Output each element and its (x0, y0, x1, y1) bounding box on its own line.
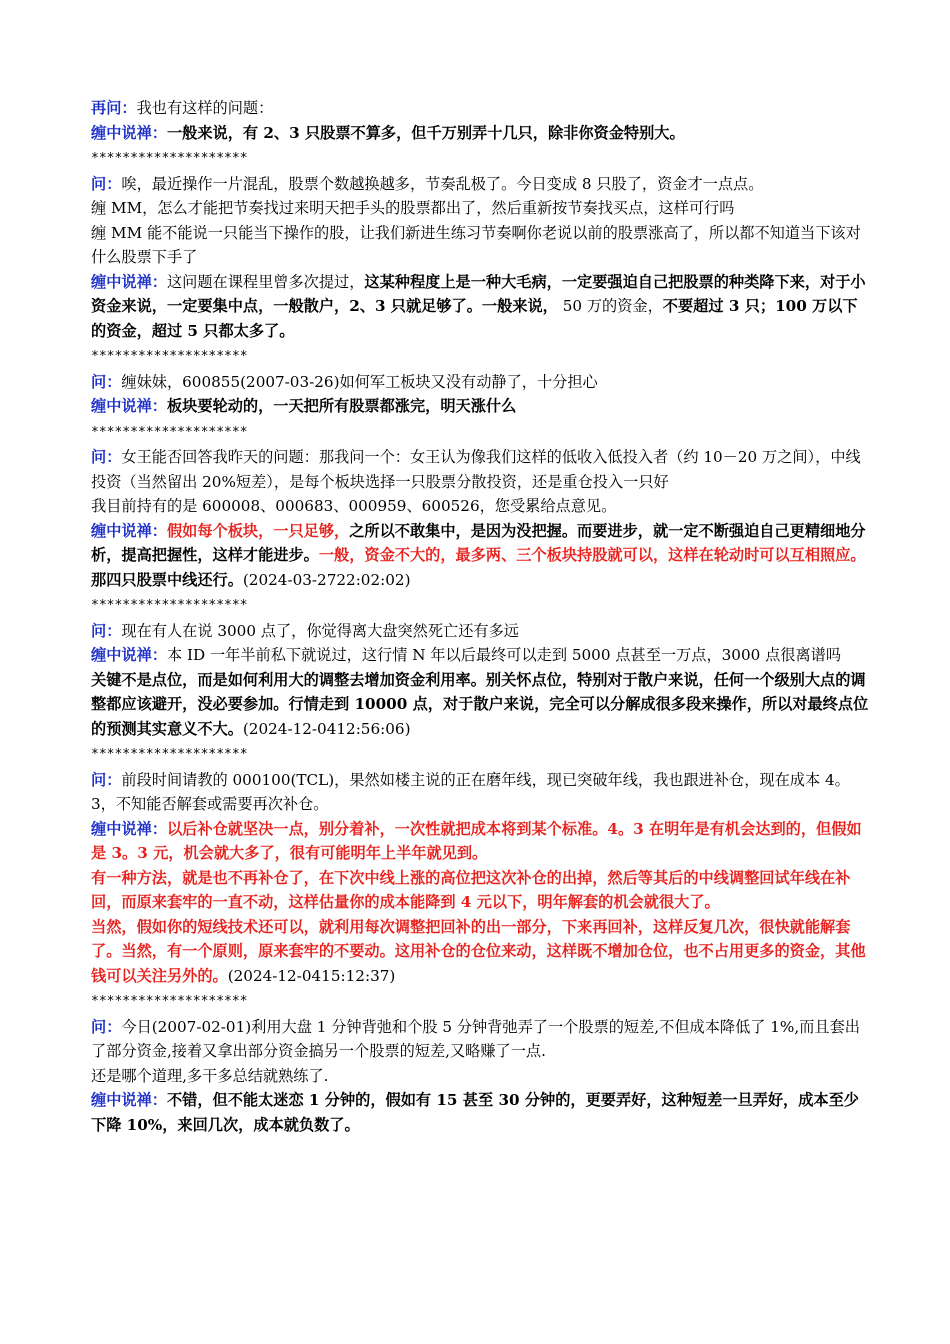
text-run: 我目前持有的是 600008、000683、000959、600526，您受累给点意见。 (91, 497, 617, 515)
text-paragraph (91, 494, 871, 519)
text-run: 今日(2007-02-01)利用大盘 1 分钟背弛和个股 5 分钟背弛弄了一个股票的短差,不但成本降低了 1%,而且套出了部分资金,接着又拿出部分资金搞另一个股票的短差,又略赚了一点. (91, 1017, 860, 1060)
speaker-label: 缠中说禅： (91, 397, 167, 415)
separator-line (91, 145, 871, 172)
text-run: 本 ID 一年半前私下就说过，这行情 N 年以后最终可以走到 5000 点甚至一万点，3000 点很离谱吗 (166, 646, 842, 664)
speaker-label: 缠中说禅： (91, 123, 167, 142)
text-paragraph (91, 1015, 871, 1064)
highlighted-text: 一般，资金不大的，最多两、三个板块持股就可以，这样在轮动时可以互相照应。 (318, 546, 866, 564)
text-paragraph (91, 221, 871, 270)
text-paragraph (91, 121, 871, 146)
speaker-label: 问： (91, 1017, 122, 1036)
speaker-label: 缠中说禅： (91, 1091, 167, 1109)
text-run: 女王能否回答我昨天的问题：那我问一个：女王认为像我们这样的低收入低投入者（约 10－20 万之间），中线投资（当然留出 20%短差），是每个板块选择一只股票分散投资，还是重仓投入一只好 (91, 448, 861, 491)
text-run: 前段时间请教的 000100(TCL)，果然如楼主说的正在磨年线，现已突破年线，我也跟进补仓，现在成本 4。3，不知能否解套或需要再次补仓。 (91, 770, 850, 813)
speaker-label: 问： (91, 621, 122, 640)
separator-stars: ******************** (91, 424, 248, 440)
separator-line (91, 592, 871, 619)
separator-line (91, 343, 871, 370)
bold-text: 这某种程度上是一种大毛病，一定要强迫自己把股票的种类降下来，对于小资金来说，一定要集中点，一般散户，2、3 只就足够了。一般来说， (91, 272, 866, 315)
separator-stars: ******************** (91, 151, 248, 166)
separator-line (91, 988, 871, 1015)
speaker-label: 缠中说禅： (91, 646, 167, 664)
text-run: (2024-12-0412:56:06) (242, 719, 411, 738)
text-run: (2024-03-2722:02:02) (242, 570, 411, 589)
text-paragraph (91, 915, 871, 989)
text-paragraph (91, 568, 871, 593)
speaker-label: 问： (91, 372, 122, 391)
separator-stars: ******************** (91, 994, 248, 1009)
bold-text: 板块要轮动的，一天把所有股票都涨完，明天涨什么 (166, 397, 517, 415)
bold-text: 不错，但不能太迷恋 1 分钟的，假如有 15 甚至 30 分钟的，更要弄好，这种短差一旦弄好，成本至少下降 10%，来回几次，成本就负数了。 (91, 1091, 859, 1134)
separator-line (91, 741, 871, 768)
speaker-label: 问： (91, 448, 122, 466)
bold-text: 不要超过 3 只；100 万以下的资金，超过 5 只都太多了。 (91, 297, 858, 340)
bold-text: 关键不是点位，而是如何利用大的调整去增加资金利用率。别关怀点位，特别对于散户来说，任何一个级别大点的调整都应该避开，没必要参加。行情走到 10000 点，对于散户来说，完全可以分解成很多段来操作，所以对最终点位的预测其实意义不大。 (91, 670, 869, 738)
text-run: 唉，最近操作一片混乱，股票个数越换越多，节奏乱极了。今日变成 8 只股了，资金才一点点。 (121, 174, 764, 193)
speaker-label: 缠中说禅： (91, 521, 167, 540)
text-paragraph (91, 96, 871, 121)
text-paragraph (91, 394, 871, 419)
text-paragraph (91, 196, 871, 221)
text-paragraph (91, 370, 871, 395)
text-paragraph (91, 1088, 871, 1137)
separator-stars: ******************** (91, 598, 248, 613)
text-paragraph (91, 668, 871, 742)
separator-stars: ******************** (91, 747, 248, 762)
bold-text: 之所以不敢集中，是因为没把握。而要进步，就一定不断强迫自己更精细地分析，提高把握性，这样才能进步。 (91, 521, 866, 564)
speaker-label: 再问： (91, 99, 137, 117)
text-paragraph (91, 445, 871, 494)
text-run: (2024-12-0415:12:37) (227, 966, 396, 985)
text-run: 还是哪个道理,多干多总结就熟练了. (91, 1066, 329, 1085)
highlighted-text: 有一种方法，就是也不再补仓了，在下次中线上涨的高位把这次补仓的出掉，然后等其后的中线调整回试年线在补回，而原来套牢的一直不动，这样估量你的成本能降到 4 元以下，明年解套的机会就很大了。 (91, 868, 851, 911)
speaker-label: 缠中说禅： (91, 272, 167, 291)
document-body (91, 96, 871, 1137)
text-run: 这问题在课程里曾多次提过， (166, 272, 365, 291)
text-run: 缠 MM 能不能说一只能当下操作的股，让我们新进生练习节奏啊你老说以前的股票涨高了，所以都不知道当下该对什么股票下手了 (91, 223, 861, 266)
text-paragraph (91, 817, 871, 866)
separator-line (91, 419, 871, 446)
text-run: 缠 MM，怎么才能把节奏找过来明天把手头的股票都出了，然后重新按节奏找买点，这样可行吗 (91, 199, 735, 217)
text-run: 现在有人在说 3000 点了，你觉得离大盘突然死亡还有多远 (121, 621, 519, 640)
bold-text: 那四只股票中线还行。 (91, 570, 243, 589)
highlighted-text: 以后补仓就坚决一点，别分着补，一次性就把成本将到某个标准。4。3 在明年是有机会达到的，但假如是 3。3 元，机会就大多了，很有可能明年上半年就见到。 (91, 819, 862, 862)
highlighted-text: 假如每个板块，一只足够， (166, 521, 350, 540)
separator-stars: ******************** (91, 349, 248, 364)
text-paragraph (91, 172, 871, 197)
bold-text: 一般来说，有 2、3 只股票不算多，但千万别弄十几只，除非你资金特别大。 (166, 123, 685, 142)
speaker-label: 问： (91, 770, 122, 789)
highlighted-text: 当然，假如你的短线技术还可以，就利用每次调整把回补的出一部分，下来再回补，这样反复几次，很快就能解套了。当然，有一个原则，原来套牢的不要动。这用补仓的仓位来动，这样既不增加仓位，也不占用更多的资金，其他钱可以关注另外的。 (91, 917, 866, 985)
text-paragraph (91, 619, 871, 644)
text-paragraph (91, 768, 871, 817)
speaker-label: 问： (91, 174, 122, 193)
text-paragraph (91, 866, 871, 915)
text-run: 50 万的资金， (557, 297, 663, 315)
text-paragraph (91, 1064, 871, 1089)
speaker-label: 缠中说禅： (91, 819, 167, 838)
text-run: 缠妹妹，600855(2007-03-26)如何军工板块又没有动静了，十分担心 (121, 372, 598, 391)
text-run: 我也有这样的问题： (136, 99, 274, 117)
text-paragraph (91, 643, 871, 668)
text-paragraph (91, 270, 871, 344)
text-paragraph (91, 519, 871, 568)
